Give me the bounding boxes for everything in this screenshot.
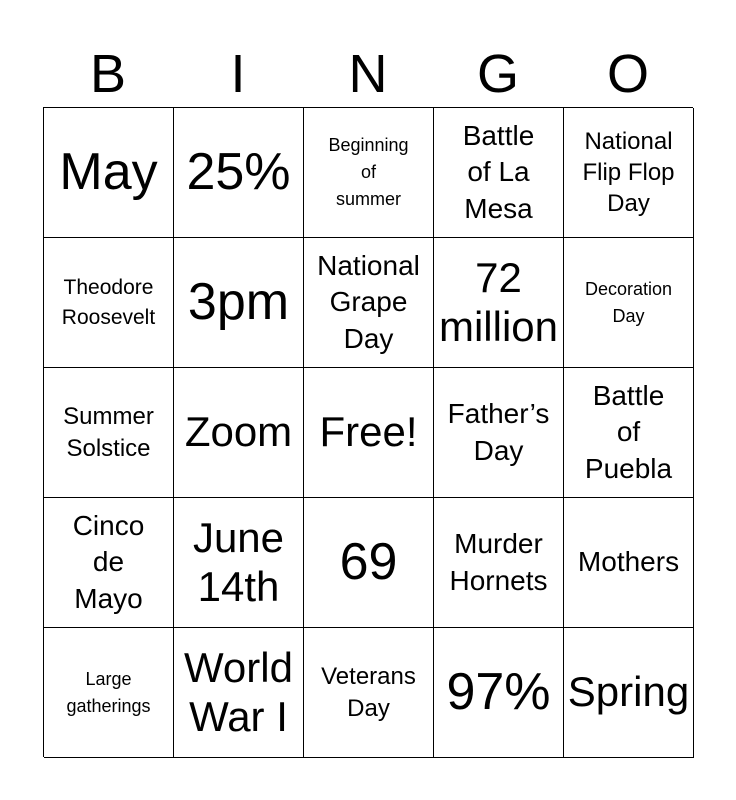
cell-text: Battle of La Mesa — [462, 119, 535, 224]
bingo-cell[interactable] — [44, 498, 174, 628]
cell-text: Zoom — [184, 408, 293, 456]
bingo-cell[interactable] — [304, 368, 434, 498]
cell-text: World War I — [184, 644, 293, 740]
cell-text: 97% — [446, 662, 551, 721]
bingo-cell[interactable] — [434, 498, 564, 628]
cell-text: Cinco de Mayo — [72, 509, 145, 614]
cell-text: 69 — [339, 532, 398, 591]
cell-text: 72 million — [438, 254, 559, 350]
free-space: Free! — [319, 408, 418, 456]
bingo-cell[interactable] — [304, 108, 434, 238]
cell-text: Summer Solstice — [63, 403, 154, 462]
header-letter-b: B — [89, 44, 127, 104]
cell-text: June 14th — [192, 514, 285, 610]
bingo-cell[interactable] — [44, 108, 174, 238]
bingo-cell[interactable] — [44, 628, 174, 758]
cell-text: 25% — [186, 142, 291, 201]
bingo-cell[interactable] — [44, 238, 174, 368]
cell-text: Father’s Day — [447, 398, 550, 466]
cell-text: Mothers — [577, 546, 680, 578]
bingo-board — [43, 107, 693, 757]
bingo-cell[interactable] — [564, 108, 694, 238]
bingo-cell[interactable] — [564, 628, 694, 758]
bingo-cell[interactable] — [564, 368, 694, 498]
cell-text: Beginning of summer — [328, 135, 409, 209]
cell-text: Veterans Day — [321, 663, 416, 722]
bingo-cell[interactable] — [434, 108, 564, 238]
cell-text: Theodore Roosevelt — [61, 276, 156, 329]
header-letter-i: I — [230, 44, 246, 104]
header-letter-g: G — [476, 44, 519, 104]
bingo-cell[interactable] — [304, 498, 434, 628]
bingo-cell[interactable] — [434, 368, 564, 498]
cell-text: May — [59, 142, 158, 201]
bingo-cell[interactable] — [564, 498, 694, 628]
bingo-cell[interactable] — [174, 238, 304, 368]
cell-text: Murder Hornets — [449, 528, 548, 596]
bingo-cell[interactable] — [44, 368, 174, 498]
header-letter-o: O — [606, 44, 649, 104]
bingo-cell[interactable] — [434, 238, 564, 368]
bingo-cell[interactable] — [174, 628, 304, 758]
cell-text: Decoration Day — [584, 278, 673, 326]
cell-text: Large gatherings — [66, 668, 151, 716]
bingo-header — [43, 44, 693, 104]
bingo-cell[interactable] — [434, 628, 564, 758]
cell-text: 3pm — [187, 272, 290, 331]
cell-text: Battle of Puebla — [584, 379, 673, 484]
bingo-cell[interactable] — [304, 628, 434, 758]
bingo-cell[interactable] — [174, 108, 304, 238]
cell-text: National Flip Flop Day — [582, 127, 675, 218]
header-letter-n: N — [348, 44, 388, 104]
bingo-cell[interactable] — [304, 238, 434, 368]
bingo-cell[interactable] — [174, 498, 304, 628]
cell-text: Spring — [567, 668, 690, 716]
bingo-cell[interactable] — [564, 238, 694, 368]
cell-text: National Grape Day — [317, 249, 420, 354]
bingo-cell[interactable] — [174, 368, 304, 498]
